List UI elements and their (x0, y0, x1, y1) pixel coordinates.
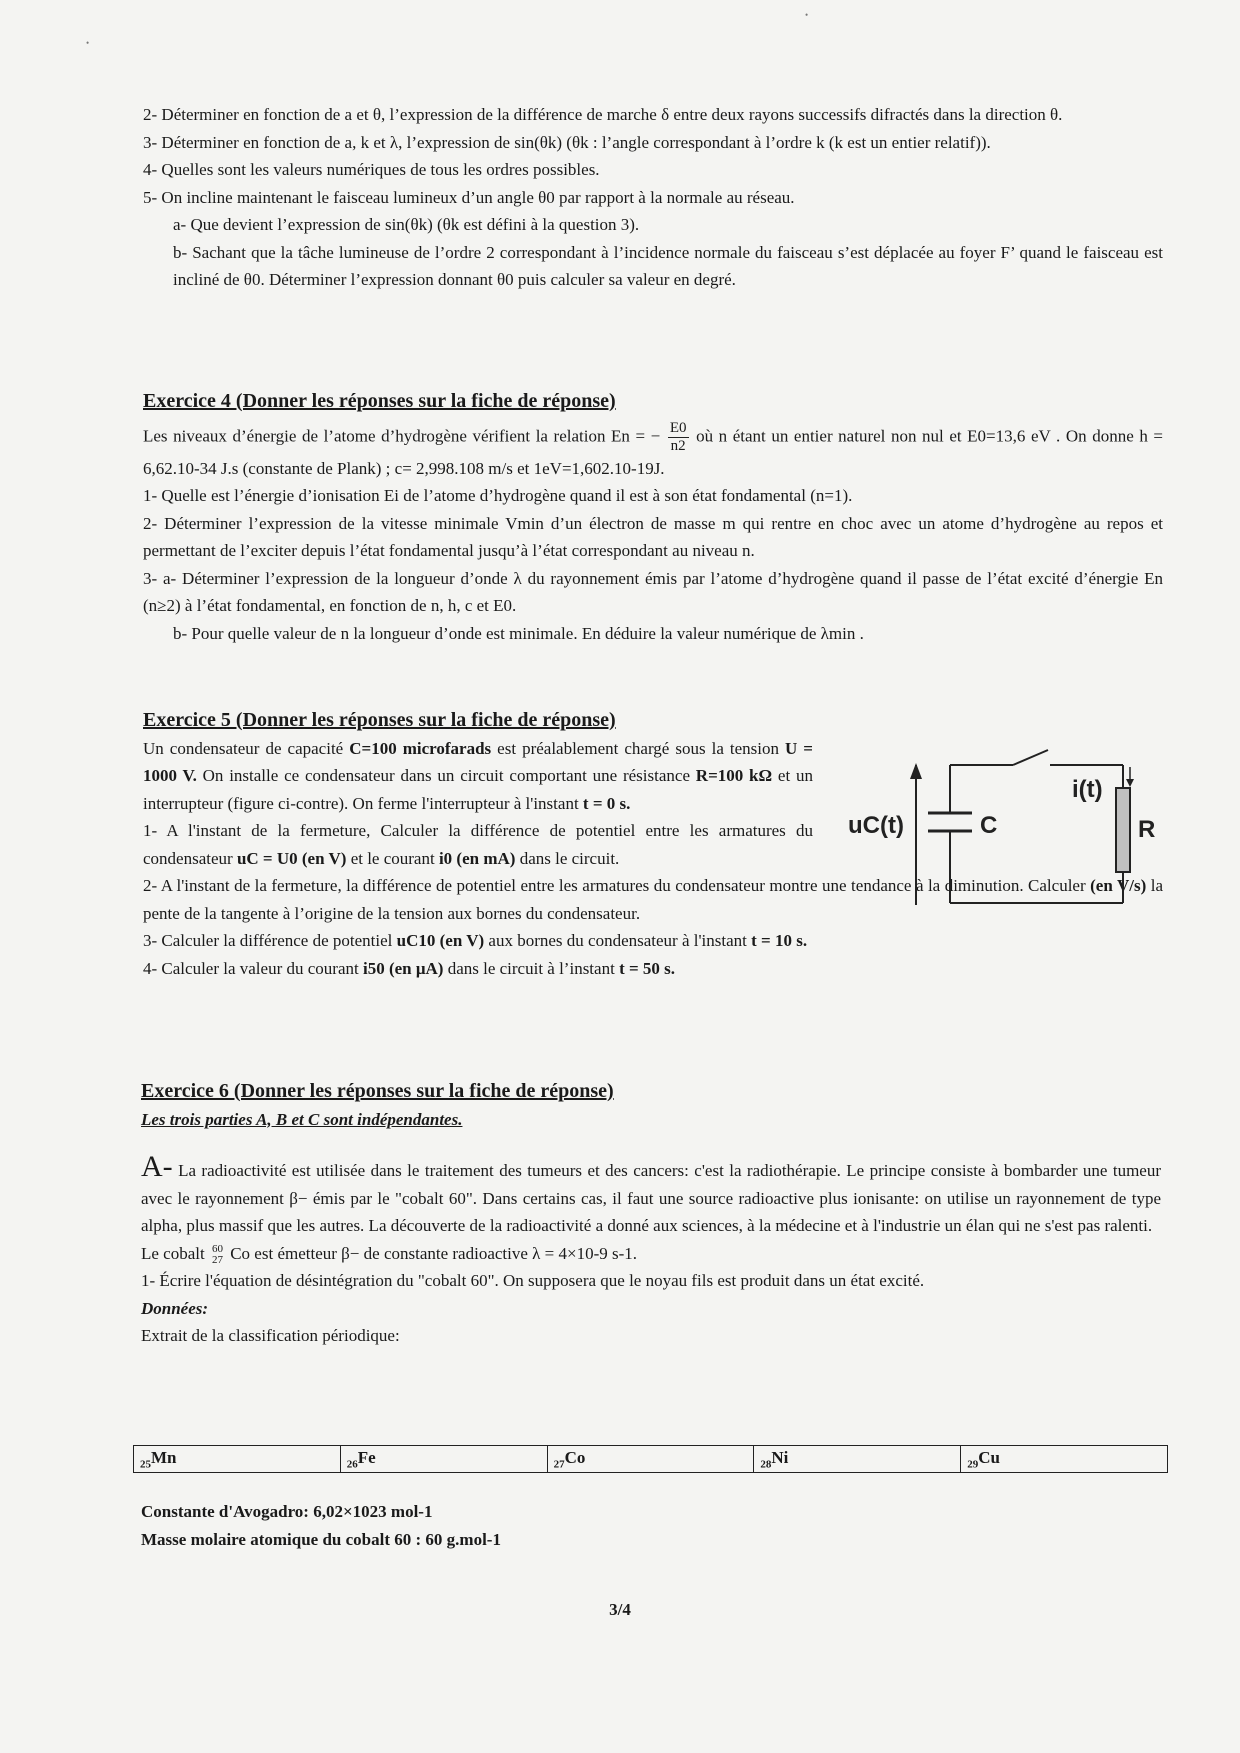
table-row (134, 1446, 1168, 1473)
element-z: 28 (760, 1458, 772, 1471)
donnees-label: Données: (141, 1298, 209, 1318)
text: (en V/s) (1090, 876, 1147, 895)
ex6-part-a (141, 1150, 1162, 1240)
exercise-4 (143, 388, 1163, 647)
part-a-label: A- (141, 1150, 173, 1183)
element-cell (961, 1446, 1168, 1473)
exercise-6 (141, 1078, 1161, 1350)
ex3-q5b: b- Sachant que la tâche lumineuse de l’ordre 2 correspondant à l’incidence normale du faisceau s’est déplacée au foyer F’ quand le faisceau est incliné de θ0. Déterminer l’expression donnant θ0 puis calculer sa valeur en degré. (173, 242, 1163, 289)
i-label: i(t) (1072, 776, 1103, 803)
scan-mark: • (805, 10, 809, 20)
text: et le courant (350, 848, 435, 868)
ex5-q1 (143, 817, 813, 872)
atomic-number: 27 (211, 1253, 223, 1266)
part-a-text: La radioactivité est utilisée dans le traitement des tumeurs et des cancers: c'est la radiothérapie. Le principe consiste à bombarder une tumeur avec le rayonnement β− émis par le "cobalt 60". Dans certains cas, il faut une source radioactive plus ionisante: on utilise un rayonnement de type alpha, plus massif que les autres. La découverte de la radioactivité a donné aux sciences, à la médecine et à l'industrie un élan qui ne s'est pas ralenti. (141, 1161, 1162, 1235)
ex5-title: Exercice 5 (Donner les réponses sur la fiche de réponse) (143, 709, 616, 731)
resistance-value: R=100 kΩ (695, 766, 773, 785)
constants (141, 1498, 1161, 1553)
mass-number: 60 (211, 1242, 223, 1255)
text: est préalablement chargé sous la tension (497, 738, 779, 758)
fraction-numerator: E0 (669, 419, 687, 436)
text: Un condensateur de capacité (143, 738, 344, 758)
element-symbol: Co (564, 1447, 586, 1467)
voltage-value: U = 1000 V. (143, 738, 813, 785)
uc-label: uC(t) (848, 812, 904, 839)
page-number: 3/4 (609, 1600, 631, 1619)
text: t = 10 s. (751, 931, 808, 950)
element-z: 26 (346, 1458, 358, 1471)
text: 1- A l'instant de la fermeture, Calculer la différence de potentiel entre les armatures du condensateur (143, 821, 813, 868)
element-symbol: Mn (151, 1447, 177, 1467)
text: i50 (en μA) (362, 958, 444, 978)
resistor (1116, 788, 1130, 872)
ex4-intro-end: où n étant un entier naturel non nul et E0=13,6 eV . On donne h = 6,62.10-34 J.s (constante de Plank) ; c= 2,998.108 m/s et 1eV=1,602.10-19J. (143, 425, 1163, 478)
scan-mark: • (86, 38, 90, 48)
ex4-intro-start: Les niveaux d’énergie de l’atome d’hydrogène vérifient la relation En = − (143, 425, 661, 445)
ex4-title: Exercice 4 (Donner les réponses sur la fiche de réponse) (143, 390, 616, 412)
ex4-q2: 2- Déterminer l’expression de la vitesse minimale Vmin d’un électron de masse m qui rentre en choc avec un atome d’hydrogène au repos et permettant de l’exciter depuis l’état fondamental jusqu’à l’état correspondant au niveau n. (143, 513, 1163, 560)
text: dans le circuit à l’instant (447, 958, 615, 978)
ex4-q1: 1- Quelle est l’énergie d’ionisation Ei de l’atome d’hydrogène quand il est à son état fondamental (n=1). (143, 486, 853, 505)
text: 2- A l'instant de la fermeture, la différence de potentiel entre les armatures du condensateur montre une tendance à la diminution. Calculer (143, 876, 1086, 895)
ex3-q5a: a- Que devient l’expression de sin(θk) (θk est défini à la question 3). (173, 215, 640, 234)
text: uC10 (en V) (396, 931, 485, 950)
ex6-title: Exercice 6 (Donner les réponses sur la fiche de réponse) (141, 1080, 614, 1102)
ex3-q5: 5- On incline maintenant le faisceau lumineux d’un angle θ0 par rapport à la normale au réseau. (143, 187, 795, 207)
element-cell (340, 1446, 547, 1473)
text: dans le circuit. (519, 848, 620, 868)
element-cell (547, 1446, 754, 1473)
text: Le cobalt (141, 1243, 205, 1263)
switch (1013, 750, 1048, 765)
element-symbol: Cu (978, 1447, 1000, 1467)
capacity-value: C=100 microfarads (349, 738, 492, 758)
text: Co est émetteur β− de constante radioactive λ = 4×10-9 s-1. (230, 1243, 638, 1263)
time-value: t = 0 s. (582, 793, 631, 813)
text: la pente de la tangente à l’origine de la tension aux bornes du condensateur. (143, 876, 1163, 923)
ex3-q3: 3- Déterminer en fonction de a, k et λ, l’expression de sin(θk) (θk : l’angle correspondant à l’ordre k (k est un entier relatif)). (143, 132, 991, 152)
ex4-q3a: 3- a- Déterminer l’expression de la longueur d’onde λ du rayonnement émis par l’atome d’hydrogène quand il passe de l’état excité d’énergie En (n≥2) à l’état fondamental, en fonction de n, h, c et E0. (143, 568, 1163, 615)
text: i0 (en mA) (438, 848, 516, 868)
energy-fraction (668, 420, 689, 455)
c-label: C (980, 812, 998, 839)
ex6-q1: 1- Écrire l'équation de désintégration du "cobalt 60". On supposera que le noyau fils est produit dans un état excité. (141, 1271, 925, 1290)
cobalt-isotope-notation (212, 1244, 223, 1266)
element-symbol: Ni (771, 1447, 789, 1467)
ex3-q4: 4- Quelles sont les valeurs numériques de tous les ordres possibles. (143, 160, 600, 179)
cobalt-molar-mass: Masse molaire atomique du cobalt 60 : 60 g.mol-1 (141, 1529, 501, 1549)
text: 4- Calculer la valeur du courant (143, 958, 359, 978)
cobalt-line (141, 1240, 1161, 1268)
text: uC = U0 (en V) (236, 848, 347, 868)
fraction-denominator: n2 (670, 437, 686, 454)
ex3-q2: 2- Déterminer en fonction de a et θ, l’expression de la différence de marche δ entre deux rayons successifs difractés dans la direction θ. (143, 105, 1063, 124)
periodic-table-extract (133, 1445, 1168, 1473)
text: et un interrupteur (figure ci-contre). On ferme l'interrupteur à l'instant (143, 766, 813, 813)
text: t = 50 s. (619, 958, 676, 978)
text: aux bornes du condensateur à l'instant (488, 931, 747, 950)
ex5-intro (143, 735, 813, 818)
r-label: R (1138, 816, 1156, 843)
avogadro-constant: Constante d'Avogadro: 6,02×1023 mol-1 (141, 1502, 433, 1521)
ex6-subtitle: Les trois parties A, B et C sont indépendantes. (141, 1109, 463, 1129)
element-z: 27 (553, 1458, 565, 1471)
element-cell (754, 1446, 961, 1473)
element-symbol: Fe (357, 1447, 376, 1467)
element-z: 29 (967, 1458, 979, 1471)
ex5-q4 (143, 955, 1163, 983)
element-z: 25 (140, 1458, 151, 1471)
current-arrow-head (1126, 779, 1134, 787)
ex5-q3 (143, 927, 1163, 955)
exercise-3-questions (143, 101, 1163, 294)
extrait-label: Extrait de la classification périodique: (141, 1326, 400, 1345)
ex4-intro (143, 420, 1163, 483)
text: 3- Calculer la différence de potentiel (143, 931, 393, 950)
ex4-q3b: b- Pour quelle valeur de n la longueur d’onde est minimale. En déduire la valeur numérique de λmin . (173, 623, 864, 643)
text: On installe ce condensateur dans un circuit comportant une résistance (202, 766, 690, 785)
element-cell (134, 1446, 341, 1473)
rc-circuit-diagram (838, 735, 1178, 915)
arrow-head (910, 763, 922, 779)
